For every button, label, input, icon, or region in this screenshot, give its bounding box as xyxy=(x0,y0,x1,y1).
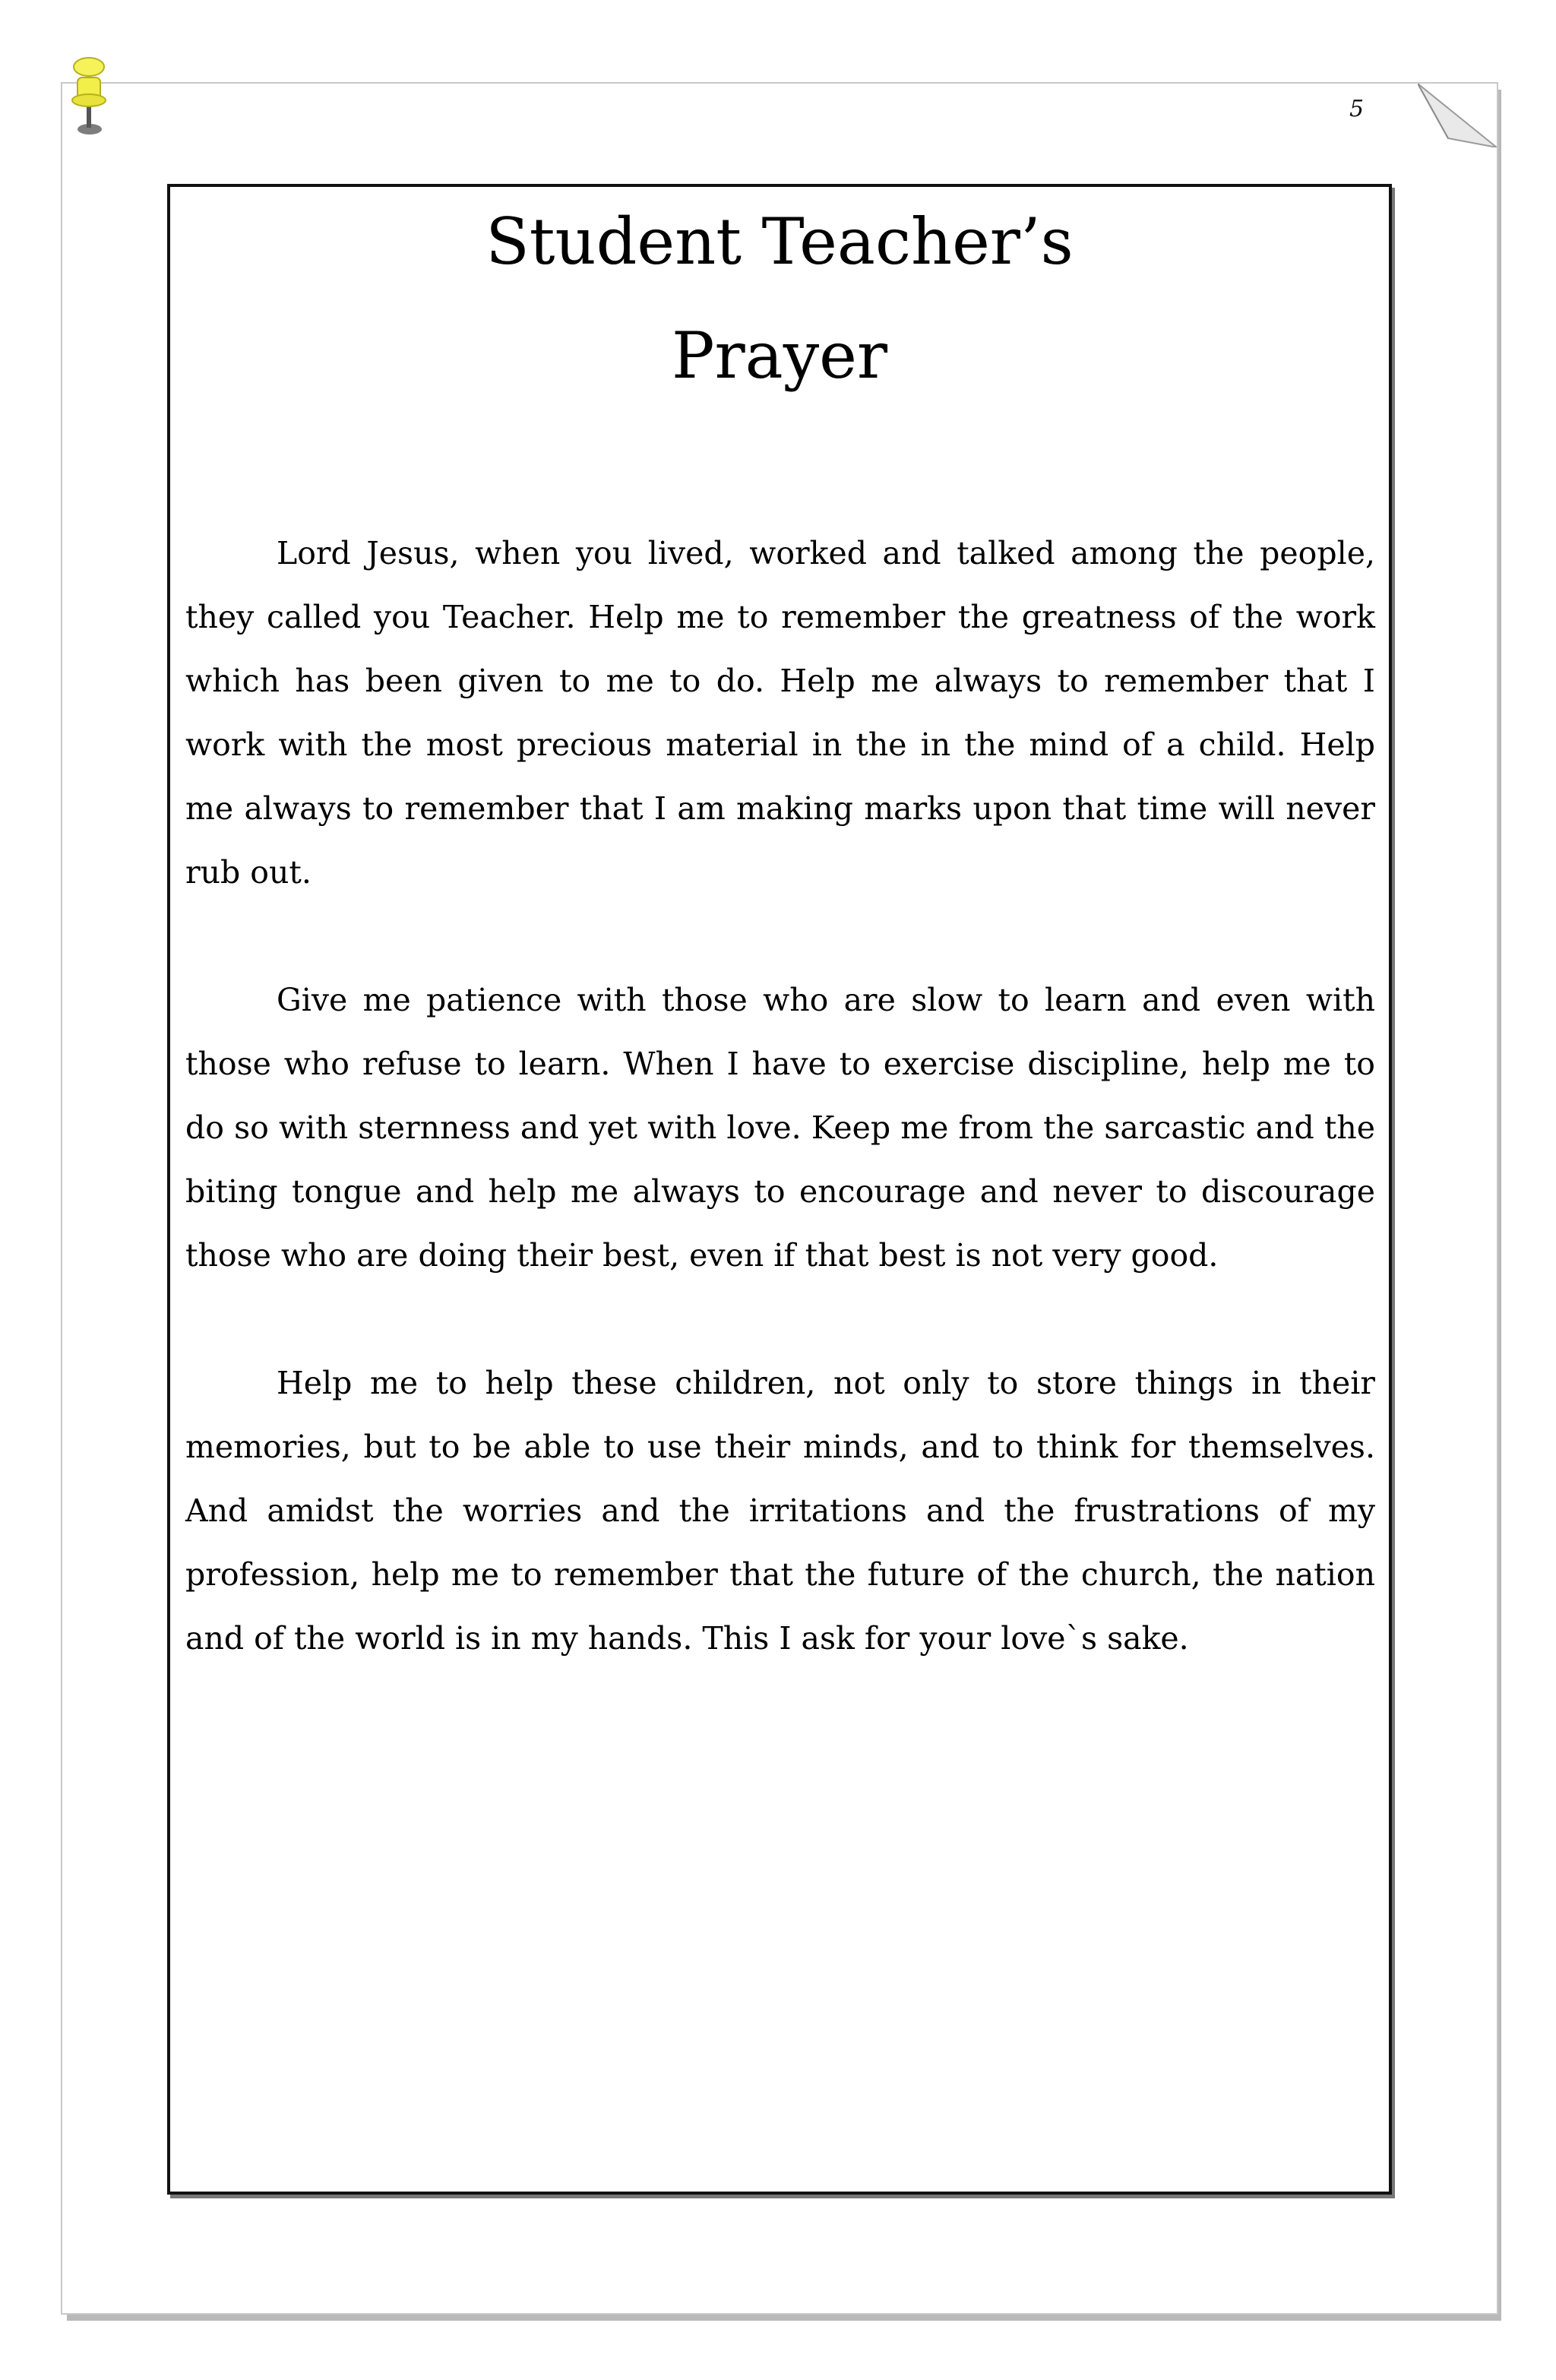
page-title-line-2: Prayer xyxy=(671,318,888,393)
paragraph-1: Lord Jesus, when you lived, worked and talked among the people, they called you Teacher. Help me to remember the greatness of the work which has been given to me to do. Help me always to remember that I work with the most precious material in the in the mind of a child. Help me always to remember that I am making marks upon that time will never rub out. xyxy=(185,535,1375,891)
paragraph-2: Give me patience with those who are slow to learn and even with those who refuse to learn. When I have to exercise discipline, help me to do so with sternness and yet with love. Keep me from the sarcastic and the biting tongue and help me always to encourage and never to discourage those who are doing their best, even if that best is not very good. xyxy=(185,982,1375,1274)
page-number: 5 xyxy=(1349,96,1365,122)
page-title-line-1: Student Teacher’s xyxy=(485,204,1074,279)
prayer-body xyxy=(185,521,1375,1734)
prayer-frame xyxy=(167,184,1392,2195)
paragraph-3: Help me to help these children, not only to store things in their memories, but to be able to use their minds, and to think for themselves. And amidst the worries and the irritations and the frustrations of my profession, help me to remember that the future of the church, the nation and of the world is in my hands. This I ask for your love`s sake. xyxy=(185,1365,1375,1657)
page-curl-icon xyxy=(1418,84,1497,147)
pushpin-icon xyxy=(65,56,112,135)
